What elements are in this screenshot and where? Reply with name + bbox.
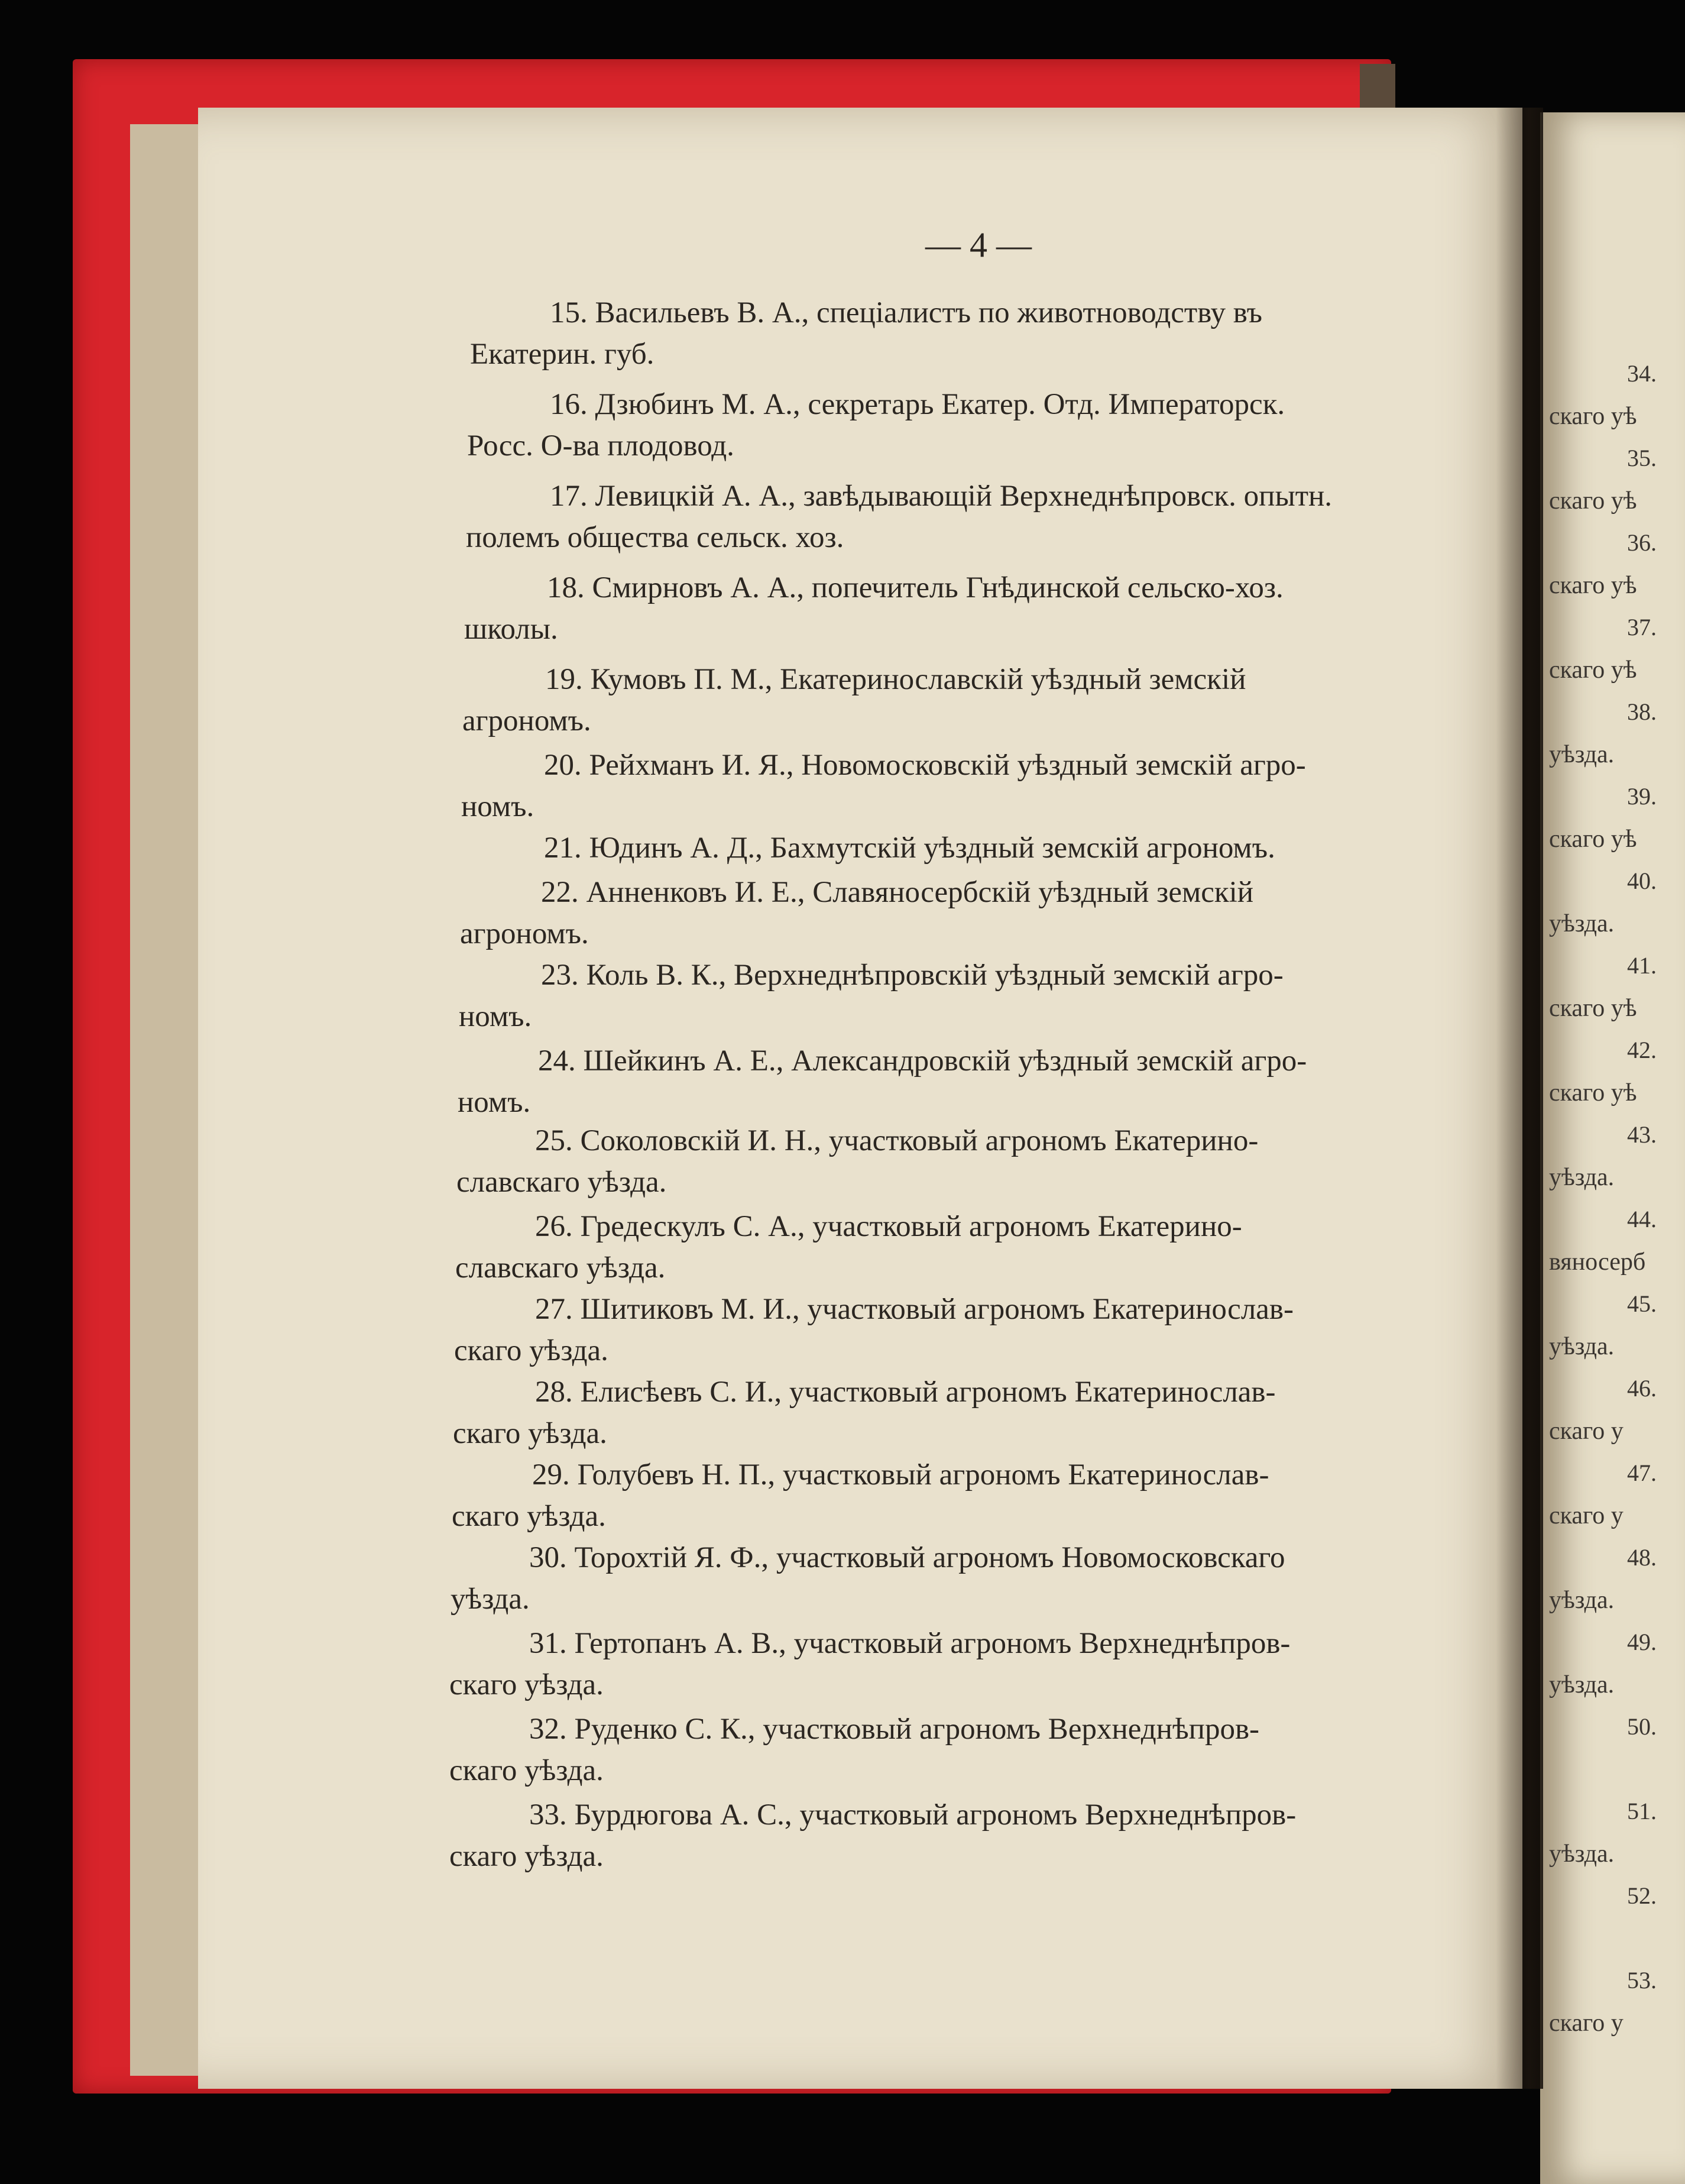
right-entry-39-number: 39. bbox=[1627, 783, 1657, 810]
entry-24-line1: 24. Шейкинъ А. Е., Александровскій уѣздный земскій агро- bbox=[538, 1044, 1307, 1078]
entry-33-line1: 33. Бурдюгова А. С., участковый агрономъ Верхнеднѣпров- bbox=[529, 1798, 1297, 1832]
entry-17-line2: полемъ общества сельск. хоз. bbox=[466, 521, 844, 554]
right-entry-37-text: скаго уѣ bbox=[1549, 656, 1637, 684]
entry-29-line1: 29. Голубевъ Н. П., участковый агрономъ Екатеринослав- bbox=[532, 1458, 1269, 1491]
entry-19-line1: 19. Кумовъ П. М., Екатеринославскій уѣздный земскій bbox=[545, 663, 1246, 696]
right-entry-45-number: 45. bbox=[1627, 1290, 1657, 1317]
entry-15-line1: 15. Васильевъ В. А., спеціалистъ по животноводству въ bbox=[550, 296, 1262, 329]
right-entry-34-number: 34. bbox=[1627, 360, 1657, 387]
entry-20-line1: 20. Рейхманъ И. Я., Новомосковскій уѣздный земскій агро- bbox=[544, 749, 1306, 782]
right-entry-42-number: 42. bbox=[1627, 1037, 1657, 1063]
entry-33-line2: скаго уѣзда. bbox=[449, 1840, 604, 1873]
entry-27-line1: 27. Шитиковъ М. И., участковый агрономъ Екатеринослав- bbox=[535, 1293, 1294, 1326]
right-entry-38-text: уѣзда. bbox=[1549, 741, 1615, 768]
right-entry-51-number: 51. bbox=[1627, 1798, 1657, 1824]
entry-29-line2: скаго уѣзда. bbox=[452, 1500, 606, 1533]
right-entry-37-number: 37. bbox=[1627, 614, 1657, 640]
entry-23-line2: номъ. bbox=[459, 1000, 532, 1033]
right-entry-46-number: 46. bbox=[1627, 1375, 1657, 1402]
right-entry-48-number: 48. bbox=[1627, 1544, 1657, 1571]
right-entry-44-number: 44. bbox=[1627, 1206, 1657, 1232]
right-entry-49-number: 49. bbox=[1627, 1629, 1657, 1655]
entry-23-line1: 23. Коль В. К., Верхнеднѣпровскій уѣздный земскій агро- bbox=[541, 959, 1284, 992]
entry-32-line2: скаго уѣзда. bbox=[449, 1754, 604, 1787]
entry-22-line1: 22. Анненковъ И. Е., Славяносербскій уѣздный земскій bbox=[541, 876, 1254, 909]
right-entry-47-number: 47. bbox=[1627, 1460, 1657, 1486]
entry-25-line1: 25. Соколовскій И. Н., участковый агрономъ Екатерино- bbox=[535, 1124, 1259, 1157]
right-entry-49-text: уѣзда. bbox=[1549, 1671, 1615, 1698]
right-entry-47-text: скаго у bbox=[1549, 1502, 1624, 1529]
right-entry-42-text: скаго уѣ bbox=[1549, 1079, 1637, 1106]
entry-27-line2: скаго уѣзда. bbox=[454, 1334, 608, 1367]
right-entry-51-text: уѣзда. bbox=[1549, 1840, 1615, 1868]
right-entry-34-text: скаго уѣ bbox=[1549, 403, 1637, 430]
entry-18-line2: школы. bbox=[464, 613, 558, 646]
entry-28-line1: 28. Елисѣевъ С. И., участковый агрономъ Екатеринослав- bbox=[535, 1376, 1276, 1409]
entry-20-line2: номъ. bbox=[461, 790, 534, 823]
entry-32-line1: 32. Руденко С. К., участковый агрономъ Верхнеднѣпров- bbox=[529, 1713, 1260, 1746]
right-entry-35-number: 35. bbox=[1627, 445, 1657, 471]
right-entry-45-text: уѣзда. bbox=[1549, 1333, 1615, 1360]
right-entry-40-text: уѣзда. bbox=[1549, 910, 1615, 937]
entry-15-line2: Екатерин. губ. bbox=[470, 338, 654, 371]
page-number: — 4 — bbox=[925, 225, 1032, 264]
right-entry-36-number: 36. bbox=[1627, 529, 1657, 556]
right-entry-50-number: 50. bbox=[1627, 1713, 1657, 1740]
entry-31-line1: 31. Гертопанъ А. В., участковый агрономъ Верхнеднѣпров- bbox=[529, 1627, 1291, 1660]
entry-22-line2: агрономъ. bbox=[460, 917, 589, 950]
entry-19-line2: агрономъ. bbox=[462, 704, 591, 737]
entry-30-line2: уѣзда. bbox=[451, 1583, 530, 1616]
right-entry-39-text: скаго уѣ bbox=[1549, 826, 1637, 853]
right-entry-36-text: скаго уѣ bbox=[1549, 572, 1637, 599]
right-entry-44-text: вяносерб bbox=[1549, 1248, 1646, 1276]
entry-16-line1: 16. Дзюбинъ М. А., секретарь Екатер. Отд. Императорск. bbox=[550, 388, 1285, 421]
entry-17-line1: 17. Левицкій А. А., завѣдывающій Верхнеднѣпровск. опытн. bbox=[550, 480, 1333, 513]
entry-26-line1: 26. Гредескулъ С. А., участковый агрономъ Екатерино- bbox=[535, 1210, 1242, 1243]
entry-28-line2: скаго уѣзда. bbox=[453, 1417, 607, 1450]
entry-30-line1: 30. Торохтій Я. Ф., участковый агрономъ Новомосковскаго bbox=[529, 1541, 1285, 1574]
right-entry-52-number: 52. bbox=[1627, 1882, 1657, 1909]
entry-25-line2: славскаго уѣзда. bbox=[456, 1166, 667, 1199]
right-entry-41-text: скаго уѣ bbox=[1549, 995, 1637, 1022]
right-entry-43-number: 43. bbox=[1627, 1121, 1657, 1148]
right-entry-38-number: 38. bbox=[1627, 698, 1657, 725]
entry-24-line2: номъ. bbox=[458, 1086, 531, 1119]
right-entry-41-number: 41. bbox=[1627, 952, 1657, 979]
right-entry-46-text: скаго у bbox=[1549, 1418, 1624, 1445]
entry-18-line1: 18. Смирновъ А. А., попечитель Гнѣдинской сельско-хоз. bbox=[547, 571, 1284, 604]
right-entry-48-text: уѣзда. bbox=[1549, 1587, 1615, 1614]
right-entry-43-text: уѣзда. bbox=[1549, 1164, 1615, 1191]
right-entry-35-text: скаго уѣ bbox=[1549, 487, 1637, 515]
right-entry-53-text: скаго у bbox=[1549, 2010, 1624, 2037]
right-entry-40-number: 40. bbox=[1627, 868, 1657, 894]
entry-16-line2: Росс. О-ва плодовод. bbox=[467, 429, 734, 462]
entry-21-line1: 21. Юдинъ А. Д., Бахмутскій уѣздный земскій агрономъ. bbox=[544, 831, 1275, 865]
entry-31-line2: скаго уѣзда. bbox=[449, 1668, 604, 1701]
right-entry-53-number: 53. bbox=[1627, 1967, 1657, 1994]
entry-26-line2: славскаго уѣзда. bbox=[455, 1251, 666, 1284]
